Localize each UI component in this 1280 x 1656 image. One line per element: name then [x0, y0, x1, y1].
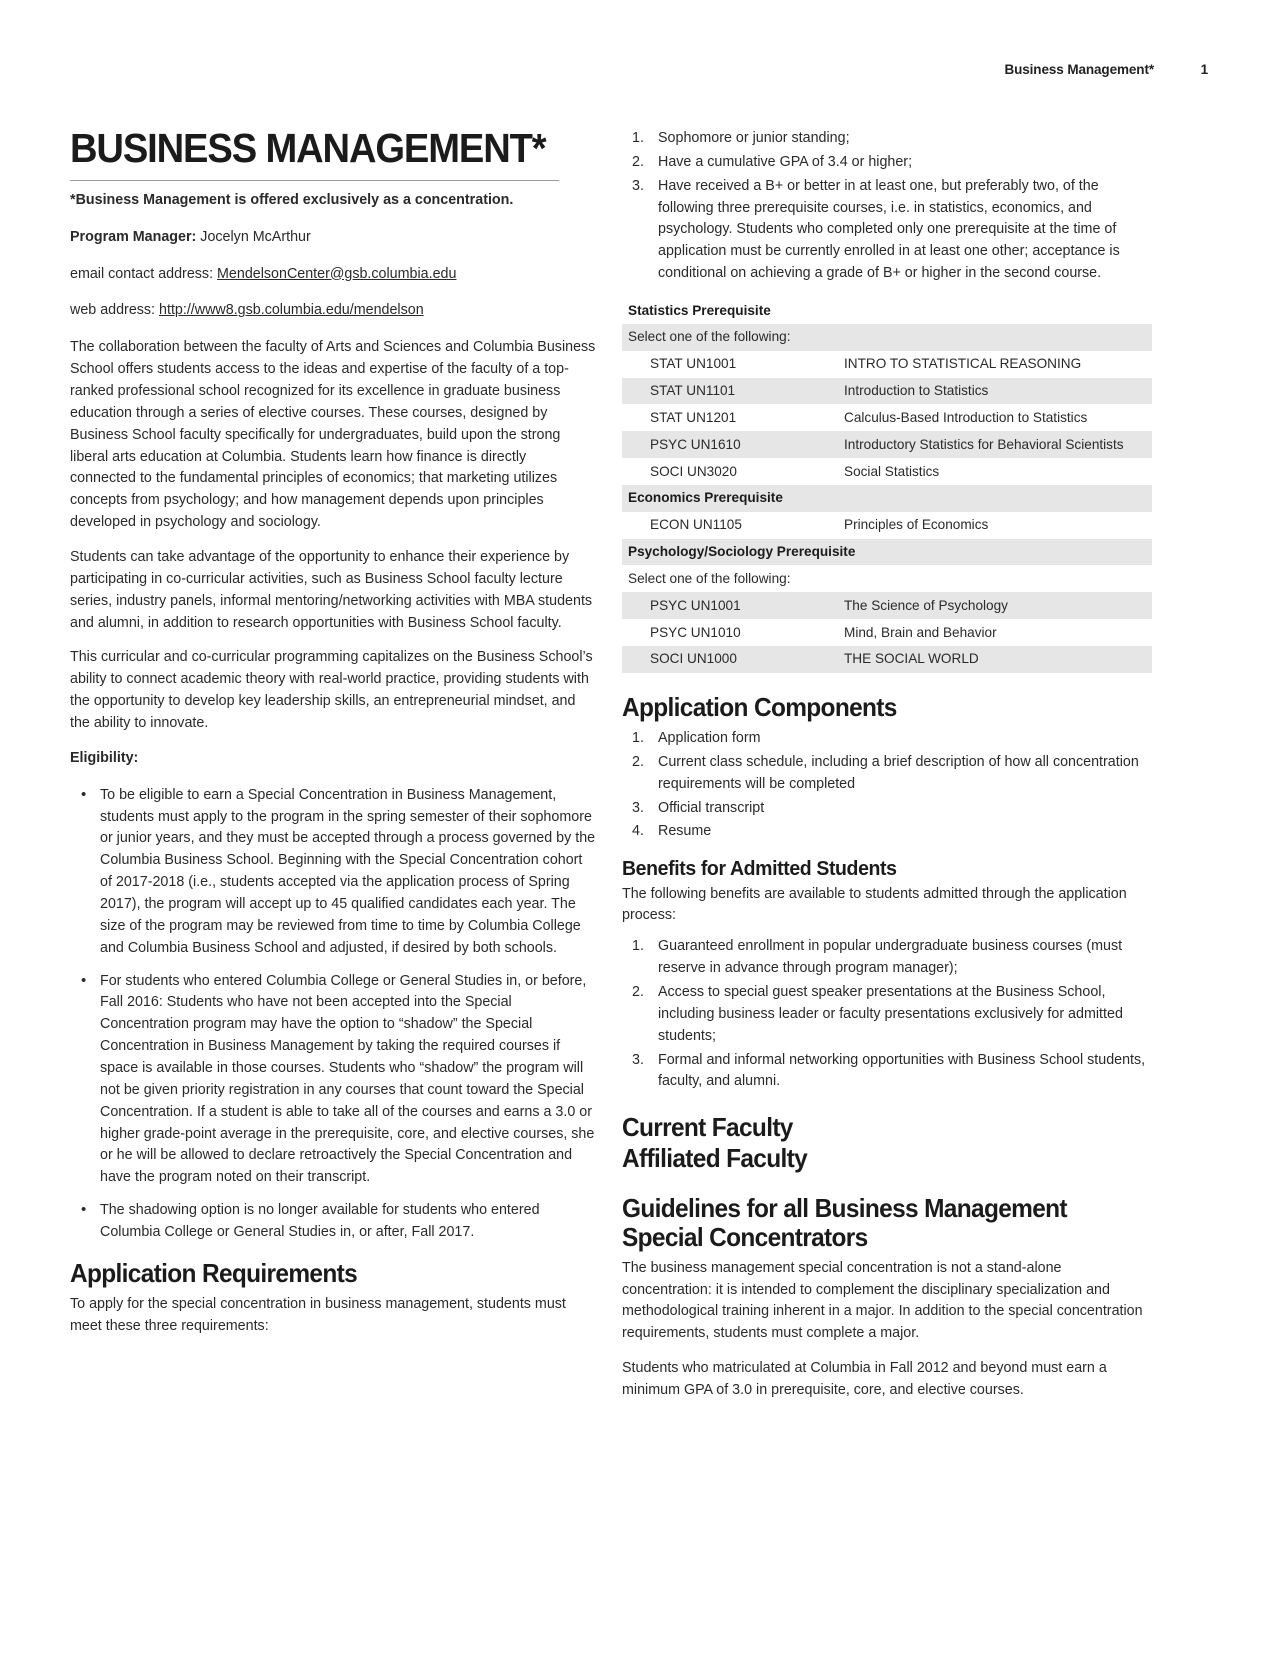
area-header-label: Economics Prerequisite [622, 485, 1152, 512]
current-faculty-heading: Current Faculty [622, 1112, 793, 1143]
table-row-area-header [622, 297, 1152, 324]
list-item: Guaranteed enrollment in popular undergraduate business courses (must reserve in advance through program manager); [658, 938, 1123, 977]
concentration-note: *Business Management is offered exclusively as a concentration. [70, 191, 514, 208]
benefits-list [622, 936, 1152, 1093]
email-link[interactable]: MendelsonCenter@gsb.columbia.edu [217, 265, 457, 282]
course-code: SOCI UN3020 [650, 463, 737, 479]
application-components-list [622, 728, 1152, 843]
two-column-body [70, 125, 1210, 1415]
course-title: Social Statistics [844, 463, 940, 479]
course-code: STAT UN1001 [650, 356, 737, 372]
running-header [70, 62, 1208, 82]
table-row [622, 458, 1152, 485]
application-requirements-intro: To apply for the special concentration in business management, students must meet these three requirements: [70, 1296, 566, 1334]
list-item: Resume [658, 823, 712, 840]
table-row-comment [622, 565, 1152, 592]
list-item: Current class schedule, including a brief description of how all concentration requirements will be completed [658, 753, 1139, 792]
table-row [622, 351, 1152, 378]
guidelines-paragraph-2: Students who matriculated at Columbia in Fall 2012 and beyond must earn a minimum GPA of 3.0 in prerequisite, core, and elective courses. [622, 1360, 1107, 1399]
table-row [622, 592, 1152, 619]
area-header-label: Statistics Prerequisite [622, 297, 1152, 324]
list-item: Formal and informal networking opportunities with Business School students, faculty, and alumni. [658, 1051, 1146, 1090]
course-code: PSYC UN1610 [622, 431, 838, 458]
left-column [70, 125, 596, 1351]
course-title: The Science of Psychology [838, 592, 1152, 619]
application-components-heading: Application Components [622, 691, 897, 722]
table-row-area-header [622, 485, 1152, 512]
list-item: Access to special guest speaker presentations at the Business School, including business leader or faculty presentations exclusively for admitted students; [658, 984, 1123, 1044]
email-line [70, 264, 596, 286]
course-title: Mind, Brain and Behavior [844, 624, 997, 640]
intro-paragraph-3: This curricular and co-curricular programming capitalizes on the Business School’s ability to connect academic theory with real-world practice, providing students with the opportunity to develop key leadership skills, an entrepreneurial mindset, and the ability to innovate. [70, 649, 593, 731]
program-manager-label: Program Manager: [70, 228, 197, 245]
course-title: THE SOCIAL WORLD [838, 646, 1152, 673]
table-row [622, 646, 1152, 673]
list-item: Application form [658, 729, 761, 746]
web-link[interactable]: http://www8.gsb.columbia.edu/mendelson [159, 302, 424, 319]
list-item: Sophomore or junior standing; [658, 130, 850, 146]
list-item: • For students who entered Columbia College or General Studies in, or before, Fall 2016: Students who have not been accepted into the Special Concentration program may have the option to “shadow” the Special Concentration in Business Management by taking the required courses if space is available in those courses. Students who “shadow” the program will not be given priority registration in any courses that count toward the Special Concentration. If a student is able to take all of the courses and earns a 3.0 or higher grade-point average in the prerequisite, core, and elective courses, she or he will be allowed to declare retroactively the Special Concentration and have the program noted on their transcript. [70, 971, 596, 1190]
table-row-area-header [622, 539, 1152, 566]
course-title: Introduction to Statistics [838, 378, 1152, 405]
comment-label: Select one of the following: [628, 570, 791, 586]
running-header-title: Business Management* [1004, 62, 1154, 77]
comment-label: Select one of the following: [622, 324, 1152, 351]
eligibility-list [70, 785, 596, 1244]
eligibility-label: Eligibility: [70, 749, 139, 766]
course-code: PSYC UN1010 [650, 624, 741, 640]
application-requirements-list [622, 128, 1152, 285]
course-title: Principles of Economics [844, 517, 989, 533]
table-row [622, 512, 1152, 539]
application-requirements-heading: Application Requirements [70, 1257, 358, 1288]
course-code: SOCI UN1000 [622, 646, 838, 673]
table-row [622, 431, 1152, 458]
table-row-comment [622, 324, 1152, 351]
page-number: 1 [1200, 62, 1208, 77]
course-code: STAT UN1101 [622, 378, 838, 405]
program-manager-name: Jocelyn McArthur [196, 228, 311, 245]
course-code: STAT UN1201 [650, 409, 737, 425]
intro-paragraph-1: The collaboration between the faculty of Arts and Sciences and Columbia Business School offers students access to the ideas and expertise of the faculty of a top-ranked professional school recognized for its excellence in graduate business education through a series of elective courses. These courses, designed by Business School faculty specifically for undergraduates, build upon the strong liberal arts education at Columbia. Students learn how finance is directly connected to the fundamental principles of economics; that marketing utilizes concepts from psychology; and how management depends upon principles developed in psychology and sociology. [70, 339, 596, 531]
page-title: BUSINESS MANAGEMENT* [70, 128, 559, 181]
course-title: INTRO TO STATISTICAL REASONING [844, 356, 1082, 372]
web-line [70, 300, 596, 322]
prerequisite-course-table [622, 297, 1152, 673]
area-header-label: Psychology/Sociology Prerequisite [622, 539, 1152, 566]
list-item: • The shadowing option is no longer available for students who entered Columbia College or General Studies in, or after, Fall 2017. [70, 1200, 596, 1244]
list-item: Official transcript [658, 799, 765, 816]
guidelines-heading: Guidelines for all Business Management Special Concentrators [622, 1192, 1067, 1252]
table-row [622, 378, 1152, 405]
list-item: • To be eligible to earn a Special Concentration in Business Management, students must apply to the program in the spring semester of their sophomore or junior years, and they must be accepted through a process governed by the Columbia Business School. Beginning with the Special Concentration cohort of 2017-2018 (i.e., students accepted via the application process of Spring 2017), the program will accept up to 45 qualified candidates each year. The size of the program may be reviewed from time to time by Columbia College and Columbia Business School and adjusted, if desired by both schools. [70, 785, 596, 960]
course-code: ECON UN1105 [650, 517, 742, 533]
course-table-body [622, 297, 1152, 673]
course-title: Calculus-Based Introduction to Statistics [844, 409, 1088, 425]
list-item: Have a cumulative GPA of 3.4 or higher; [658, 153, 913, 170]
benefits-intro: The following benefits are available to students admitted through the application process: [622, 885, 1127, 924]
course-title: Introductory Statistics for Behavioral Scientists [838, 431, 1152, 458]
table-row [622, 619, 1152, 646]
email-label: email contact address: [70, 265, 218, 282]
guidelines-paragraph-1: The business management special concentration is not a stand-alone concentration: it is intended to complement the disciplinary specialization and methodological training inherent in a major. In addition to the special concentration requirements, students must complete a major. [622, 1259, 1143, 1342]
program-manager-line [70, 227, 596, 249]
list-item: Have received a B+ or better in at least one, but preferably two, of the following three prerequisite courses, i.e. in statistics, economics, and psychology. Students who completed only one prerequisite at the time of application must be currently enrolled in at least one other; acceptance is conditional on achieving a grade of B+ or higher in the second course. [658, 177, 1120, 282]
right-column [622, 128, 1152, 1415]
benefits-heading: Benefits for Admitted Students [622, 857, 897, 881]
intro-paragraph-2: Students can take advantage of the opportunity to enhance their experience by participating in co-curricular activities, such as Business School faculty lecture series, industry panels, informal mentoring/networking activities with MBA students and alumni, in addition to research opportunities with Business School faculty. [70, 548, 593, 631]
web-label: web address: [70, 302, 160, 319]
course-code: PSYC UN1001 [622, 592, 838, 619]
table-row [622, 404, 1152, 431]
affiliated-faculty-heading: Affiliated Faculty [622, 1143, 808, 1174]
